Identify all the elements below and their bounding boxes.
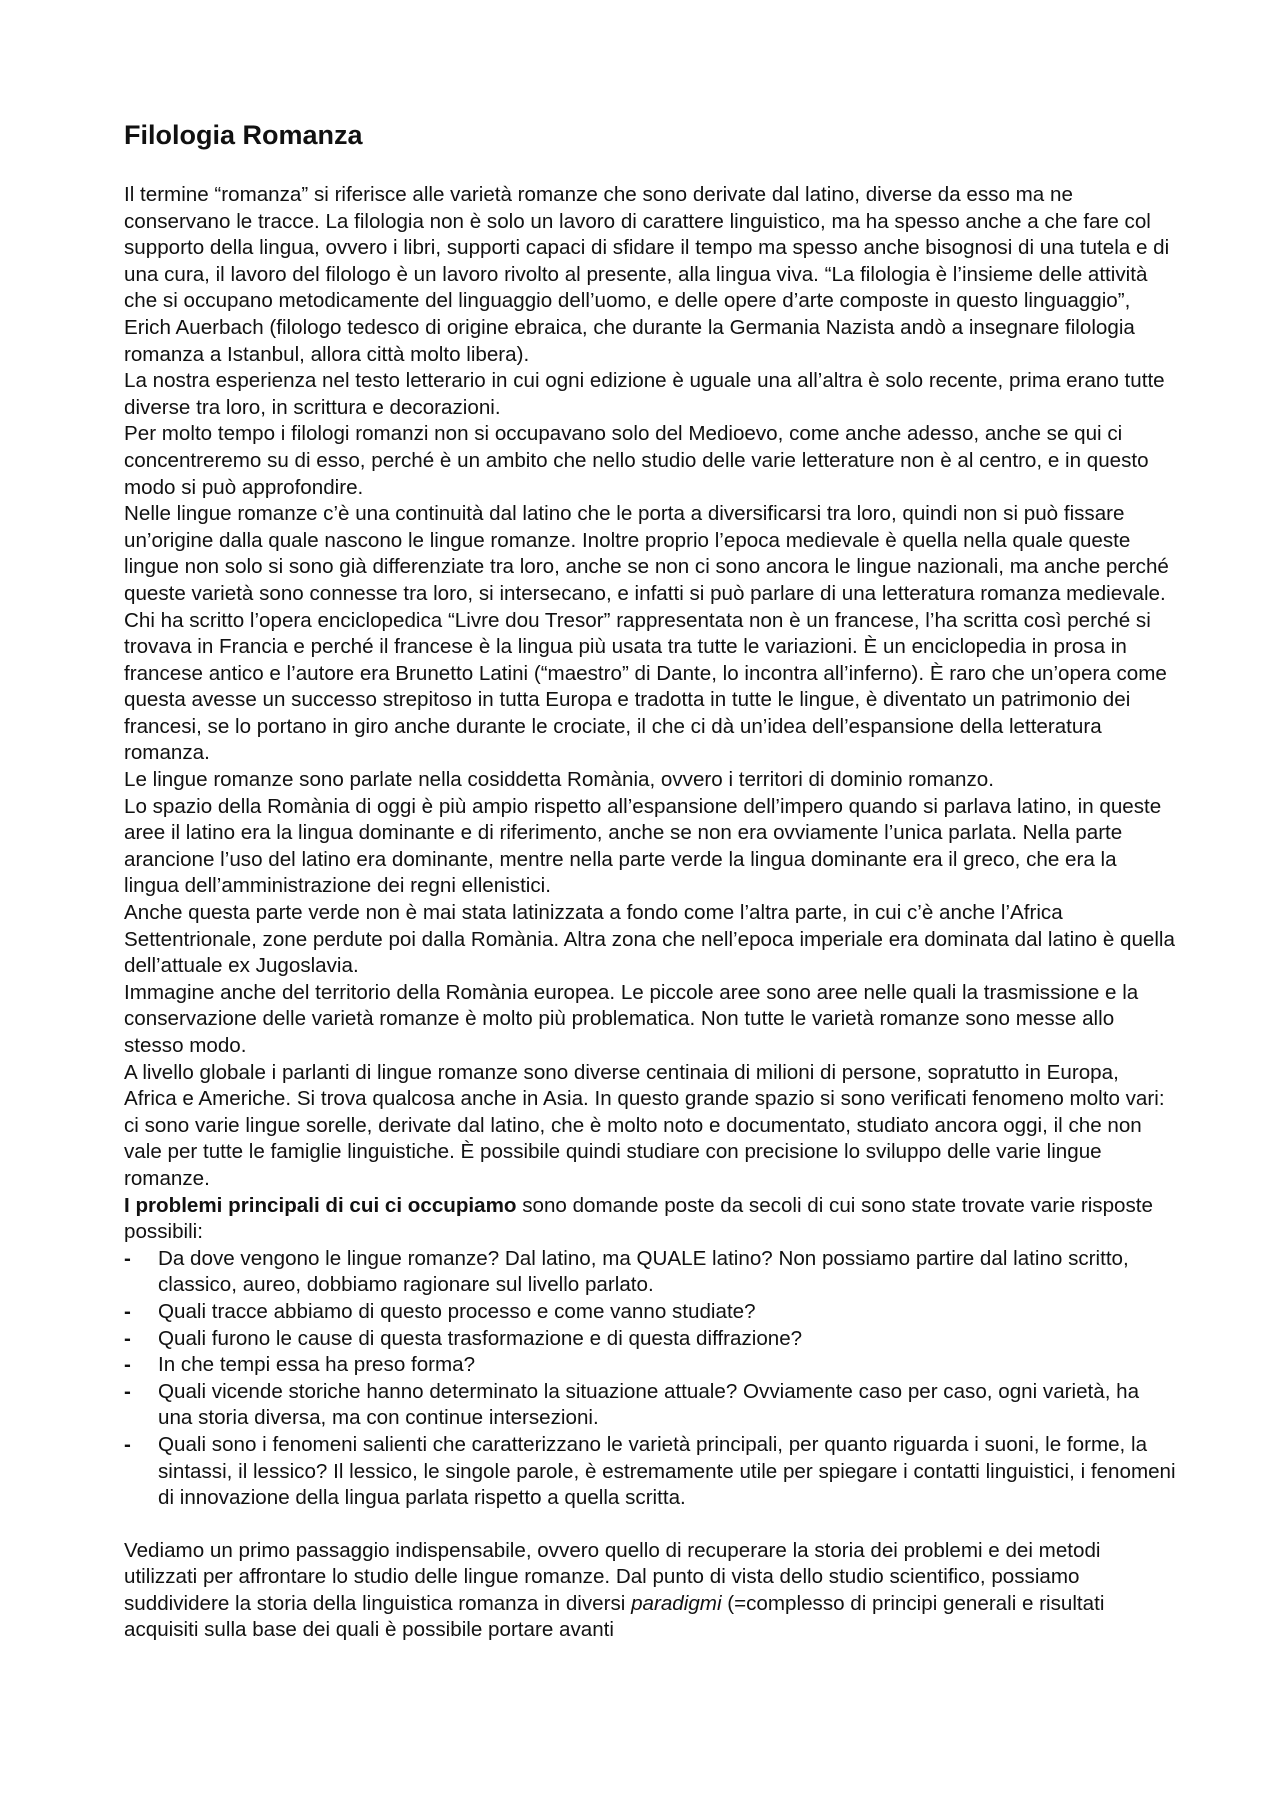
problems-intro-text: sono domande poste da secoli di cui sono state trovate varie risposte possibili: — [124, 1193, 1153, 1244]
paragraph-medioevo: Per molto tempo i filologi romanzi non si occupavano solo del Medioevo, come anche adesso, anche se qui ci concentreremo su di esso, perché è un ambito che nello studio delle varie letterature non è al centro, e in questo modo si può approfondire. — [124, 422, 1149, 499]
closing-text-italic: paradigmi — [631, 1591, 722, 1615]
paragraph-romania: Le lingue romanze sono parlate nella cosiddetta Romània, ovvero i territori di dominio romanzo. — [124, 768, 994, 792]
bullet-dash: - — [124, 1299, 131, 1323]
bullet-dash: - — [124, 1353, 131, 1377]
list-item — [124, 1246, 1176, 1299]
problems-heading-bold: I problemi principali di cui ci occupiamo — [124, 1193, 517, 1217]
paragraph-problems-intro — [124, 1193, 1176, 1246]
closing-text-start: Vediamo un primo passaggio indispensabile, ovvero quello di recuperare la storia dei problemi e dei metodi utilizzati per affrontare lo studio delle lingue romanze. Dal punto di vista dello studio scientifico, possiamo suddividere la storia della linguistica romanza in diversi — [124, 1538, 1101, 1615]
list-item-text: Quali tracce abbiamo di questo processo e come vanno studiate? — [158, 1299, 756, 1323]
bullet-dash: - — [124, 1432, 131, 1456]
bullet-dash: - — [124, 1379, 131, 1403]
paragraph-text-edition: La nostra esperienza nel testo letterario in cui ogni edizione è uguale una all’altra è solo recente, prima erano tutte diverse tra loro, in scrittura e decorazioni. — [124, 369, 1165, 419]
bullet-dash: - — [124, 1326, 131, 1350]
list-item-text: Da dove vengono le lingue romanze? Dal latino, ma QUALE latino? Non possiamo partire dal latino scritto, classico, aureo, dobbiamo ragionare sul livello parlato. — [158, 1246, 1129, 1297]
paragraph-continuity: Nelle lingue romanze c’è una continuità dal latino che le porta a diversificarsi tra loro, quindi non si può fissare un’origine dalla quale nascono le lingue romanze. Inoltre proprio l’epoca medievale è quella nella quale queste lingue non solo si sono già differenziate tra loro, anche se non ci sono ancora le lingue nazionali, ma anche perché queste varietà sono connesse tra loro, si intersecano, e infatti si può parlare di una letteratura romanza medievale. — [124, 502, 1169, 605]
list-item — [124, 1326, 1176, 1353]
paragraph-intro: Il termine “romanza” si riferisce alle varietà romanze che sono derivate dal latino, diverse da esso ma ne conservano le tracce. La filologia non è solo un lavoro di carattere linguistico, ma ha spesso anche a che fare col supporto della lingua, ovvero i libri, supporti capaci di sfidare il tempo ma spesso anche bisognosi di una tutela e di una cura, il lavoro del filologo è un lavoro rivolto al presente, alla lingua viva. “La filologia è l’insieme delle attività che si occupano metodicamente del linguaggio dell’uomo, e delle opere d’arte composte in questo linguaggio”, Erich Auerbach (filologo tedesco di origine ebraica, che durante la Germania Nazista andò a insegnare filologia romanza a Istanbul, allora città molto libera). — [124, 183, 1170, 366]
paragraph-romania-space: Lo spazio della Romània di oggi è più ampio rispetto all’espansione dell’impero quando si parlava latino, in queste aree il latino era la lingua dominante e di riferimento, anche se non era ovviamente l’unica parlata. Nella parte arancione l’uso del latino era dominante, mentre nella parte verde la lingua dominante era il greco, che era la lingua dell’amministrazione dei regni ellenistici. — [124, 794, 1162, 898]
paragraph-livre-dou-tresor: Chi ha scritto l’opera enciclopedica “Livre dou Tresor” rappresentata non è un francese, l’ha scritta così perché si trovava in Francia e perché il francese è la lingua più usata tra tutte le variazioni. È un enciclopedia in prosa in francese antico e l’autore era Brunetto Latini (“maestro” di Dante, lo incontra all’inferno). È raro che un’opera come questa avesse un successo strepitoso in tutta Europa e tradotta in tutte le lingue, è diventato un patrimonio dei francesi, se lo portano in giro anche durante le crociate, il che ci dà un’idea dell’espansione della letteratura romanza. — [124, 608, 1167, 765]
paragraph-european-romania: Immagine anche del territorio della Romània europea. Le piccole aree sono aree nelle quali la trasmissione e la conservazione delle varietà romanze è molto più problematica. Non tutte le varietà romanze sono messe allo stesso modo. — [124, 980, 1139, 1057]
paragraph-global-speakers: A livello globale i parlanti di lingue romanze sono diverse centinaia di milioni di persone, sopratutto in Europa, Africa e Americhe. Si trova qualcosa anche in Asia. In questo grande spazio si sono verificati fenomeno molto vari: ci sono varie lingue sorelle, derivate dal latino, che è molto noto e documentato, studiato ancora oggi, il che non vale per tutte le famiglie linguistiche. È possibile quindi studiare con precisione lo sviluppo delle varie lingue romanze. — [124, 1060, 1165, 1190]
list-item — [124, 1352, 1176, 1379]
list-item — [124, 1299, 1176, 1326]
list-item-text: In che tempi essa ha preso forma? — [158, 1353, 476, 1377]
list-item-text: Quali furono le cause di questa trasformazione e di questa diffrazione? — [158, 1326, 803, 1350]
list-item — [124, 1379, 1176, 1432]
list-item-text: Quali vicende storiche hanno determinato la situazione attuale? Ovviamente caso per caso, ogni varietà, ha una storia diversa, ma con continue intersezioni. — [158, 1379, 1140, 1430]
list-item — [124, 1432, 1176, 1512]
list-item-text: Quali sono i fenomeni salienti che caratterizzano le varietà principali, per quanto riguarda i suoni, le forme, la sintassi, il lessico? Il lessico, le singole parole, è estremamente utile per spiegare i contatti linguistici, i fenomeni di innovazione della lingua parlata rispetto a quella scritta. — [158, 1432, 1176, 1510]
document-page — [124, 118, 1176, 1644]
paragraph-green-area: Anche questa parte verde non è mai stata latinizzata a fondo come l’altra parte, in cui c’è anche l’Africa Settentrionale, zone perdute poi dalla Romània. Altra zona che nell’epoca imperiale era dominata dal latino è quella dell’attuale ex Jugoslavia. — [124, 901, 1175, 978]
bullet-dash: - — [124, 1246, 131, 1270]
page-title: Filologia Romanza — [124, 120, 363, 150]
closing-text-end: (=complesso di principi generali e risultati acquisiti sulla base dei quali è possibile portare avanti — [124, 1591, 1105, 1642]
problems-list — [124, 1246, 1176, 1512]
blank-line — [124, 1512, 1176, 1538]
paragraph-closing — [124, 1538, 1176, 1644]
